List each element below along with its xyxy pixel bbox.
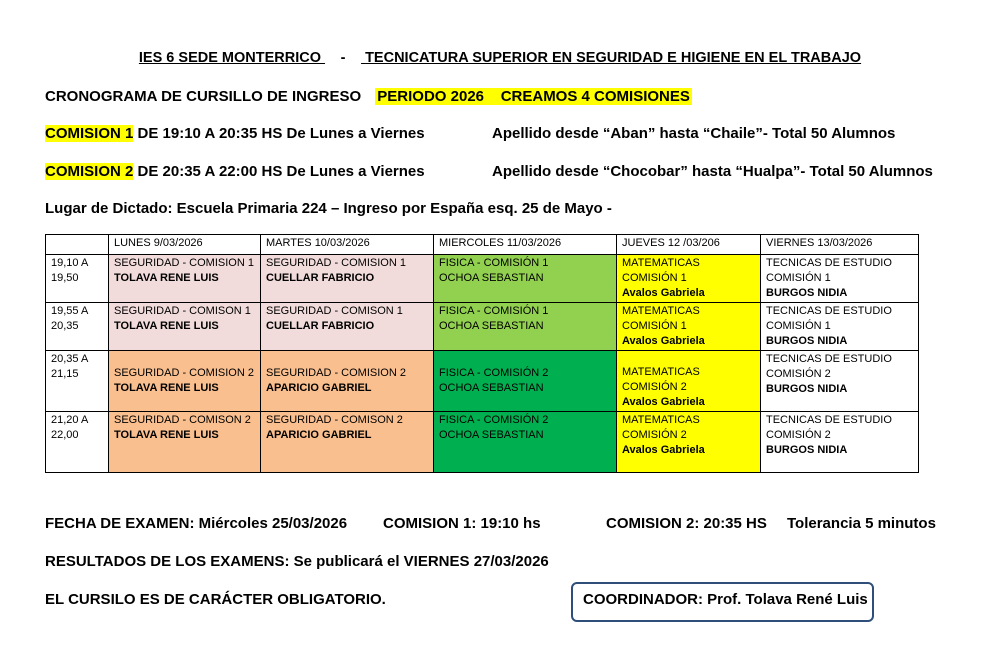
commission2-line: [45, 163, 425, 180]
tuesday-cell: SEGURIDAD - COMISION 1 CUELLAR FABRICIO: [261, 255, 434, 303]
exam-commission1: COMISION 1: 19:10 hs: [383, 515, 541, 532]
header-time: [46, 235, 109, 255]
commission1-hours: DE 19:10 A 20:35 HS De Lunes a Viernes: [137, 125, 425, 142]
header-monday: LUNES 9/03/2026: [109, 235, 261, 255]
table-row: [46, 412, 919, 473]
thursday-cell: MATEMATICAS COMISIÓN 2 Avalos Gabriela: [617, 351, 761, 412]
time-cell: 21,20 A 22,00: [46, 412, 109, 473]
table-row: [46, 303, 919, 351]
monday-cell: SEGURIDAD - COMISION 2 TOLAVA RENE LUIS: [109, 351, 261, 412]
thursday-cell: MATEMATICAS COMISIÓN 2 Avalos Gabriela: [617, 412, 761, 473]
commission2-name: COMISION 2: [45, 163, 134, 180]
wednesday-cell: FISICA - COMISIÓN 1 OCHOA SEBASTIAN: [434, 303, 617, 351]
commission2-surnames: Apellido desde “Chocobar” hasta “Hualpa”- Total 50 Alumnos: [492, 163, 933, 180]
career-name: TECNICATURA SUPERIOR EN SEGURIDAD E HIGIENE EN EL TRABAJO: [365, 50, 862, 66]
commission2-hours: DE 20:35 A 22:00 HS De Lunes a Viernes: [137, 163, 425, 180]
exam-date: FECHA DE EXAMEN: Miércoles 25/03/2026: [45, 515, 348, 532]
period-badge: PERIODO 2026 CREAMOS 4 COMISIONES: [377, 88, 690, 105]
monday-cell: SEGURIDAD - COMISION 1 TOLAVA RENE LUIS: [109, 255, 261, 303]
friday-cell: TECNICAS DE ESTUDIO COMISIÓN 1 BURGOS NIDIA: [761, 303, 919, 351]
monday-cell: SEGURIDAD - COMISON 1 TOLAVA RENE LUIS: [109, 303, 261, 351]
table-header-row: [46, 235, 919, 255]
header-friday: VIERNES 13/03/2026: [761, 235, 919, 255]
header-tuesday: MARTES 10/03/2026: [261, 235, 434, 255]
monday-cell: SEGURIDAD - COMISON 2 TOLAVA RENE LUIS: [109, 412, 261, 473]
exam-tolerance: Tolerancia 5 minutos: [787, 515, 936, 532]
institution-name: IES 6 SEDE MONTERRICO: [138, 50, 321, 66]
wednesday-cell: FISICA - COMISIÓN 2 OCHOA SEBASTIAN: [434, 412, 617, 473]
time-cell: 19,55 A 20,35: [46, 303, 109, 351]
table-row: [46, 255, 919, 303]
schedule-label: CRONOGRAMA DE CURSILLO DE INGRESO: [45, 88, 362, 105]
exam-commission2: COMISION 2: 20:35 HS: [606, 515, 767, 532]
document-title: [0, 50, 1000, 66]
coordinator-line: COORDINADOR: Prof. Tolava René Luis: [583, 591, 868, 608]
thursday-cell: MATEMATICAS COMISIÓN 1 Avalos Gabriela: [617, 303, 761, 351]
thursday-cell: MATEMATICAS COMISIÓN 1 Avalos Gabriela: [617, 255, 761, 303]
header-thursday: JUEVES 12 /03/206: [617, 235, 761, 255]
friday-cell: TECNICAS DE ESTUDIO COMISIÓN 1 BURGOS NIDIA: [761, 255, 919, 303]
commission1-surnames: Apellido desde “Aban” hasta “Chaile”- Total 50 Alumnos: [492, 125, 896, 142]
title-separator: -: [340, 50, 346, 66]
results-line: RESULTADOS DE LOS EXAMENS: Se publicará el VIERNES 27/03/2026: [45, 553, 549, 570]
tuesday-cell: SEGURIDAD - COMISON 1 CUELLAR FABRICIO: [261, 303, 434, 351]
mandatory-line: EL CURSILO ES DE CARÁCTER OBLIGATORIO.: [45, 591, 386, 608]
time-cell: 20,35 A 21,15: [46, 351, 109, 412]
commission1-line: [45, 125, 425, 142]
schedule-table: [45, 234, 919, 473]
friday-cell: TECNICAS DE ESTUDIO COMISIÓN 2 BURGOS NIDIA: [761, 412, 919, 473]
header-wednesday: MIERCOLES 11/03/2026: [434, 235, 617, 255]
schedule-heading: [45, 88, 692, 105]
wednesday-cell: FISICA - COMISIÓN 2 OCHOA SEBASTIAN: [434, 351, 617, 412]
tuesday-cell: SEGURIDAD - COMISION 2 APARICIO GABRIEL: [261, 351, 434, 412]
table-row: [46, 351, 919, 412]
tuesday-cell: SEGURIDAD - COMISON 2 APARICIO GABRIEL: [261, 412, 434, 473]
location-line: Lugar de Dictado: Escuela Primaria 224 – Ingreso por España esq. 25 de Mayo -: [45, 200, 612, 217]
commission1-name: COMISION 1: [45, 125, 134, 142]
wednesday-cell: FISICA - COMISIÓN 1 OCHOA SEBASTIAN: [434, 255, 617, 303]
friday-cell: TECNICAS DE ESTUDIO COMISIÓN 2 BURGOS NIDIA: [761, 351, 919, 412]
time-cell: 19,10 A 19,50: [46, 255, 109, 303]
